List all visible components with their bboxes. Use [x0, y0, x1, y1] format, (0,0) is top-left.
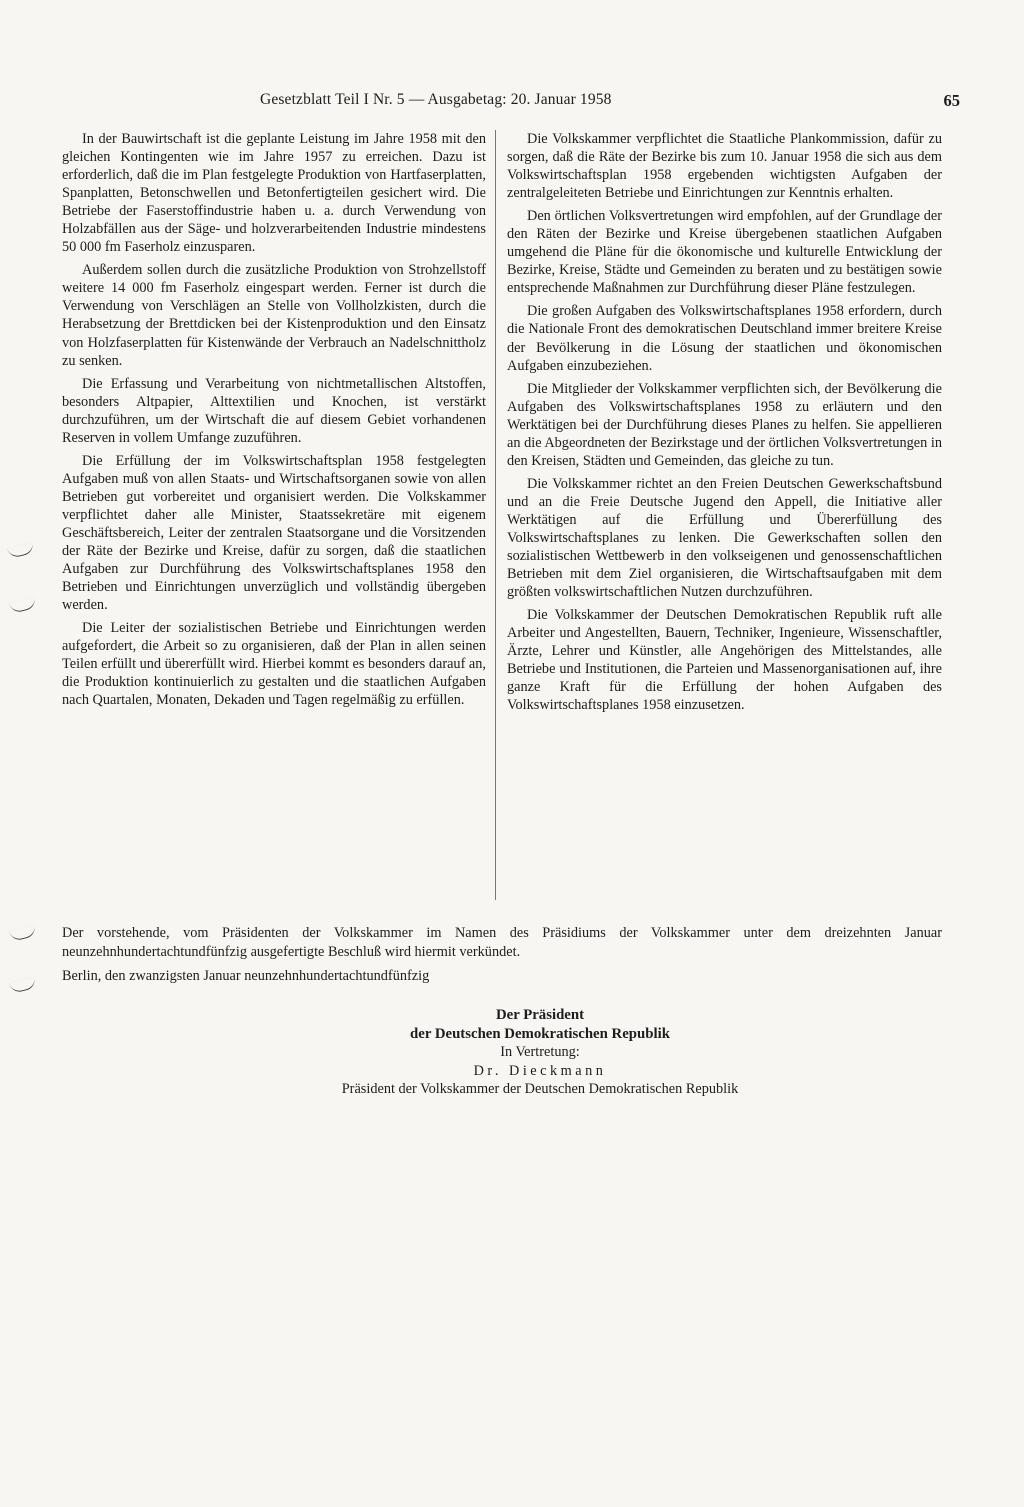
proclamation-text: Der vorstehende, vom Präsidenten der Volkskammer im Namen des Präsidiums der Volkskammer unter dem dreizehnten Januar neunzehnhundertachtundfünfzig ausgefertigte Beschluß wird hiermit verkündet.: [62, 925, 942, 960]
paragraph-mitglieder: Die Mitglieder der Volkskammer verpflichten sich, der Bevölkerung die Aufgaben des Volkswirtschaftsplanes 1958 zu erläutern und den Werktätigen bei der Durchführung dieses Planes zu helfen. Sie appellieren an die Abgeordneten der Bezirkstage und der örtlichen Volksvertretungen in den Kreisen, Städten und Gemeinden, das gleiche zu tun.: [507, 380, 943, 469]
signature-representation: In Vertretung:: [500, 1044, 580, 1060]
margin-mark: [7, 542, 35, 559]
margin-mark: [9, 597, 37, 614]
signature-block: [180, 1006, 900, 1099]
paragraph-leiter: Die Leiter der sozialistischen Betriebe und Einrichtungen werden aufgefordert, die Arbeit so zu organisieren, daß der Plan in allen seinen Teilen erfüllt und übererfüllt wird. Hierbei kommt es besonders darauf an, die Produktion kontinuierlich zu gestalten und die staatlichen Aufgaben nach Quartalen, Monaten, Dekaden und Tagen regelmäßig zu erfüllen.: [62, 620, 486, 709]
page-number: 65: [943, 91, 960, 110]
paragraph-plankommission: Die Volkskammer verpflichtet die Staatliche Plankommission, dafür zu sorgen, daß die Räte der Bezirke bis zum 10. Januar 1958 die sich aus dem Volkswirtschaftsplan 1958 ergebenden wichtigsten Aufgaben der zentralgeleiteten Betriebe und Einrichtungen zur Kenntnis erhalten.: [507, 131, 942, 202]
left-column: [62, 130, 486, 714]
paragraph-altstoffe: Die Erfassung und Verarbeitung von nichtmetallischen Altstoffen, besonders Altpapier, Alttextilien und Knochen, ist verstärkt durchzuführen, um der Wirtschaft die auf diesem Gebiet vorhandenen Reserven in vollem Umfange zuzuführen.: [62, 375, 486, 446]
column-divider: [495, 130, 496, 900]
closing-section: [62, 924, 942, 992]
page-header: [260, 91, 960, 117]
right-column: [507, 130, 942, 719]
paragraph-volksvertretungen: Den örtlichen Volksvertretungen wird empfohlen, auf der Grundlage der den Räten der Bezirke und Kreise übergebenen staatlichen Aufgaben umgehend die Pläne für die ökonomische und kulturelle Entwicklung der Bezirke, Kreise, Städte und Gemeinden zu beraten und zu bestätigen sowie entsprechende Maßnahmen zur Durchführung dieser Pläne festzulegen.: [507, 208, 942, 297]
signature-title-line1: Der Präsident: [495, 1007, 585, 1023]
signatory-name: Dr. Dieckmann: [473, 1062, 607, 1079]
paragraph-erfuellung: Die Erfüllung der im Volkswirtschaftsplan 1958 festgelegten Aufgaben muß von allen Staats- und Wirtschaftsorganen sowie von allen Betrieben gut vorbereitet und organisiert werden. Die Volkskammer verpflichtet daher alle Minister, Staatssekretäre mit eigenem Geschäftsbereich, Leiter der zentralen Staatsorgane und die Vorsitzenden der Räte der Bezirke und Kreise, dafür zu sorgen, daß die staatlichen Aufgaben zur Durchführung des Volkswirtschaftsplanes 1958 den Betrieben und Einrichtungen unverzüglich und vollständig übergeben werden.: [62, 452, 486, 614]
signature-title-line2: der Deutschen Demokratischen Republik: [410, 1025, 670, 1042]
gazette-title: Gesetzblatt Teil I Nr. 5 — Ausgabetag: 20. Januar 1958: [260, 91, 612, 108]
paragraph-gewerkschaften: Die Volkskammer richtet an den Freien Deutschen Gewerkschaftsbund und an die Freie Deutsche Jugend den Appell, die Initiative aller Werktätigen auf die Erfüllung und Übererfüllung des Volkswirtschaftsplanes zu lenken. Die Gewerkschaften sollen den sozialistischen Wettbewerb in den volkseigenen und genossenschaftlichen Betrieben mit dem Ziel organisieren, die Wirtschaftsaufgaben mit dem größten volkswirtschaftlichen Nutzen durchzuführen.: [507, 475, 942, 601]
place-date: Berlin, den zwanzigsten Januar neunzehnhundertachtundfünfzig: [62, 968, 430, 984]
paragraph-bauwirtschaft: In der Bauwirtschaft ist die geplante Leistung im Jahre 1958 mit den gleichen Kontingenten wie im Jahre 1957 zu erreichen. Dazu ist erforderlich, daß die im Plan festgelegte Produktion von Hartfaserplatten, Spanplatten, Betonschwellen und Betonfertigteilen gesichert wird. Die Betriebe der Faserstoffindustrie haben u. a. durch Verwendung von Holzabfällen aus der Säge- und holzverarbeitenden Industrie mindestens 50 000 fm Faserholz einzusparen.: [62, 131, 486, 256]
margin-mark: [9, 977, 37, 994]
paragraph-aufruf: Die Volkskammer der Deutschen Demokratischen Republik ruft alle Arbeiter und Angestellten, Bauern, Techniker, Ingenieure, Wissenschaftler, Ärzte, Lehrer und Künstler, alle Angehörigen des Mittelstandes, alle Betriebe und Institutionen, die Parteien und Massenorganisationen auf, ihre ganze Kraft für die Erfüllung der hohen Aufgaben des Volkswirtschaftsplanes 1958 einzusetzen.: [507, 607, 942, 714]
signatory-role: Präsident der Volkskammer der Deutschen Demokratischen Republik: [341, 1081, 739, 1097]
paragraph-strohzellstoff: Außerdem sollen durch die zusätzliche Produktion von Strohzellstoff weitere 14 000 fm Faserholz eingespart werden. Ferner ist durch die Verwendung von Verschlägen an Stelle von Vollholzkisten, durch die Herabsetzung der Brettdicken bei der Kistenproduktion und den Einsatz von Holzfaserplatten für Kistenwände der Verbrauch an Nadelschnittholz zu senken.: [62, 262, 486, 369]
paragraph-nationale-front: Die großen Aufgaben des Volkswirtschaftsplanes 1958 erfordern, durch die Nationale Front des demokratischen Deutschland immer breitere Kreise der Bevölkerung in die Lösung der staatlichen und ökonomischen Aufgaben einzubeziehen.: [507, 303, 942, 374]
margin-mark: [9, 925, 37, 942]
